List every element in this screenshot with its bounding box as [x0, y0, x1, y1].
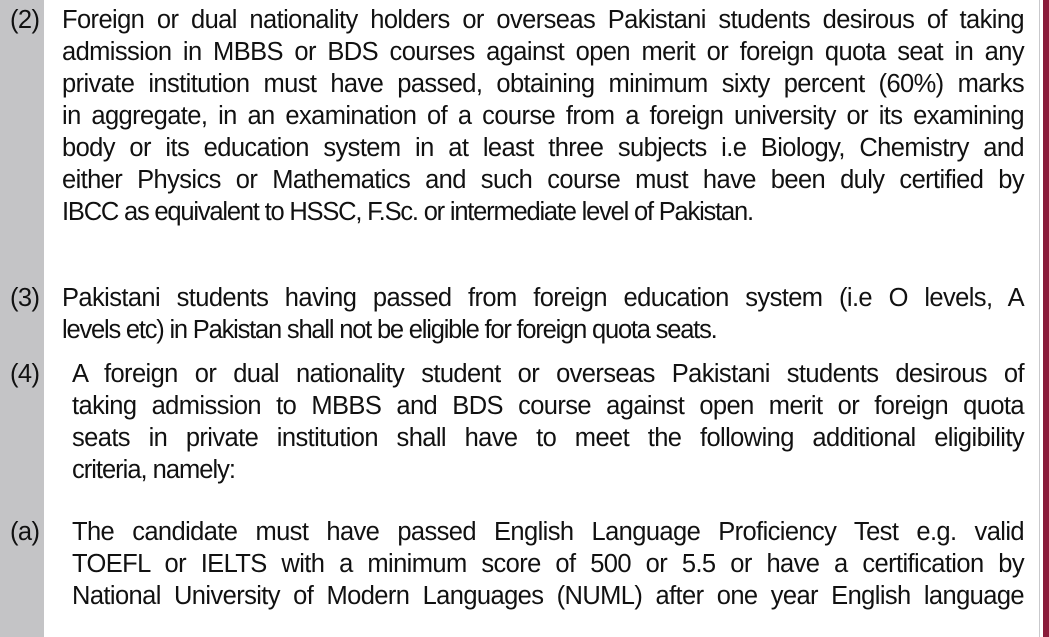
clause-text — [72, 358, 1024, 486]
text-line: seats in private institution shall have to meet the following additional eligibility — [72, 424, 1024, 452]
clause-number: (4) — [10, 360, 40, 388]
text-line: TOEFL or IELTS with a minimum score of 500 or 5.5 or have a certification by — [72, 550, 1024, 578]
text-line: National University of Modern Languages (NUML) after one year English language — [72, 582, 1024, 610]
text-line: levels etc) in Pakistan shall not be eligible for foreign quota seats. — [62, 316, 717, 344]
text-line: admission in MBBS or BDS courses against open merit or foreign quota seat in any — [62, 38, 1024, 66]
text-line: either Physics or Mathematics and such course must have been duly certified by — [62, 166, 1024, 194]
text-line: IBCC as equivalent to HSSC, F.Sc. or intermediate level of Pakistan. — [62, 198, 753, 226]
text-line: in aggregate, in an examination of a course from a foreign university or its examining — [62, 102, 1024, 130]
right-edge-strip — [1043, 0, 1049, 637]
clause-number: (a) — [10, 518, 40, 546]
clause-number: (3) — [10, 284, 40, 312]
text-line: taking admission to MBBS and BDS course against open merit or foreign quota — [72, 392, 1024, 420]
clause-text — [62, 282, 1024, 346]
text-line: body or its education system in at least three subjects i.e Biology, Chemistry and — [62, 134, 1024, 162]
text-line: Pakistani students having passed from foreign education system (i.e O levels, A — [62, 284, 1024, 312]
clause-number: (2) — [10, 6, 40, 34]
text-line: The candidate must have passed English Language Proficiency Test e.g. valid — [72, 518, 1024, 546]
text-line: private institution must have passed, obtaining minimum sixty percent (60%) marks — [62, 70, 1024, 98]
text-line: criteria, namely: — [72, 456, 235, 484]
clause-text — [62, 4, 1024, 228]
text-line: A foreign or dual nationality student or overseas Pakistani students desirous of — [72, 360, 1024, 388]
clause-text — [72, 516, 1024, 612]
right-margin-line — [1039, 0, 1040, 637]
text-line: Foreign or dual nationality holders or overseas Pakistani students desirous of taking — [62, 6, 1024, 34]
